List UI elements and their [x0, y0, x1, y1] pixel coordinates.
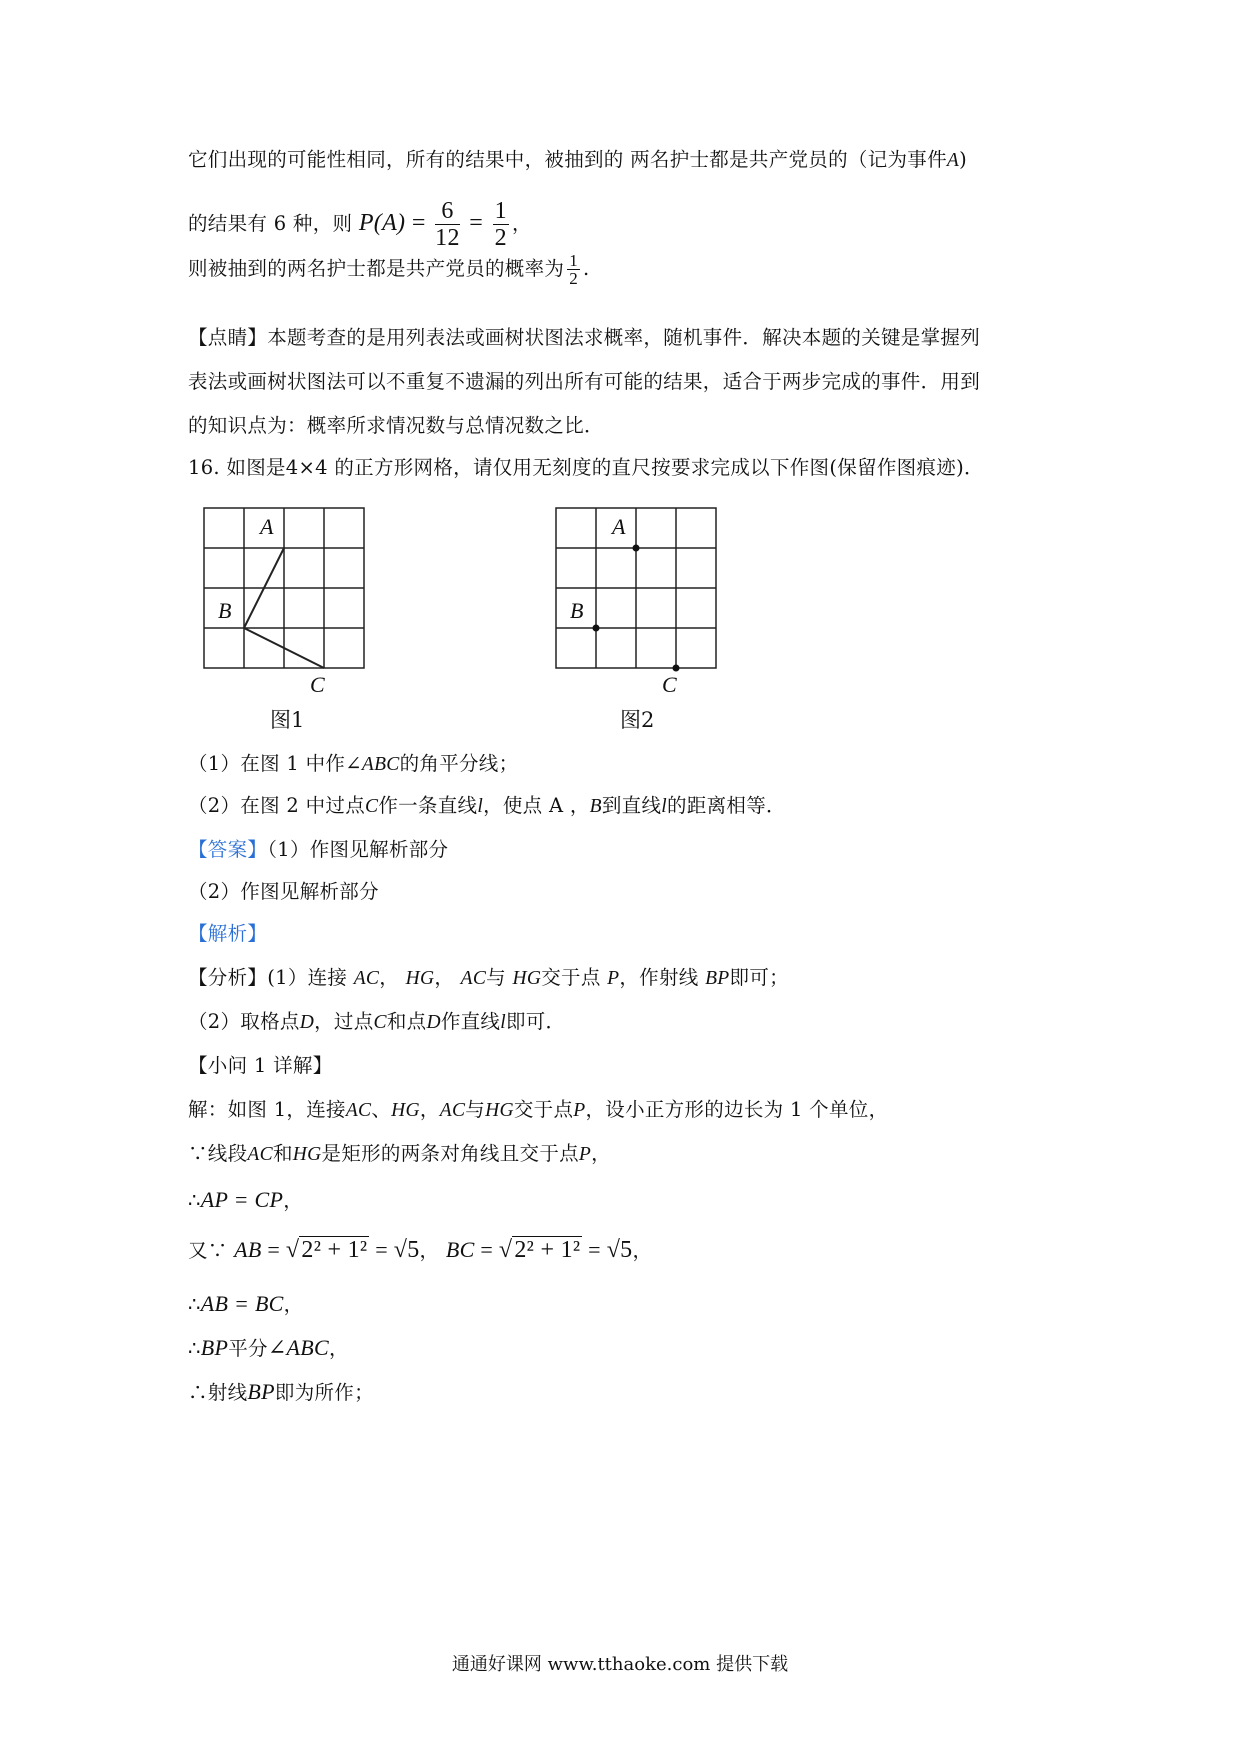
figure-1-grid — [196, 496, 376, 696]
answer-tag: 【答案】 — [188, 838, 268, 861]
page-footer: 通通好课网 www.tthaoke.com 提供下载 — [451, 1654, 789, 1675]
label-a: A — [612, 514, 626, 539]
solution-line-7: ∴射线BP即为所作； — [188, 1379, 374, 1404]
fraction-1-2: $\frac{1}{2}$ — [494, 198, 507, 251]
solution-line-4: 又∵ AB = √2² + 1² = √5， BC = √2² + 1² = √5， — [188, 1237, 653, 1263]
figure-2-caption: 图2 — [620, 708, 655, 732]
solution-line-1: 解：如图 1，连接AC、HG，AC与HG交于点P，设小正方形的边长为 1 个单位， — [188, 1098, 889, 1121]
label-c: C — [310, 672, 325, 696]
point-c — [673, 665, 680, 672]
text-line-dianjing-1: 【点睛】本题考查的是用列表法或画树状图法求概率，随机事件．解决本题的关键是掌握列 — [188, 326, 981, 349]
answer-line-2: （2）作图见解析部分 — [188, 880, 379, 903]
text-line-dianjing-3: 的知识点为：概率所求情况数与总情况数之比． — [188, 414, 604, 437]
analysis-line-1: 【分析】(1）连接 AC， HG， AC与 HG交于点 P，作射线 BP即可； — [188, 966, 789, 989]
fraction-half: $\frac{1}{2}$ — [569, 251, 579, 288]
label-a: A — [260, 514, 274, 539]
question-16-title: 16. 如图是4×4 的正方形网格，请仅用无刻度的直尺按要求完成以下作图(保留作图痕迹)． — [188, 456, 984, 479]
text-line-3: 则被抽到的两名护士都是共产党员的概率为 $\frac{1}{2}$ . — [188, 251, 590, 288]
point-b — [593, 625, 600, 632]
solution-line-6: ∴BP平分∠ABC， — [188, 1335, 349, 1360]
answer-line-1: 【答案】（1）作图见解析部分 — [188, 838, 449, 861]
subquestion-1-heading: 【小问 1 详解】 — [188, 1054, 333, 1077]
sqrt-expression-1: √2² + 1² — [285, 1237, 368, 1263]
analysis-line-2: （2）取格点D，过点C和点D作直线l即可． — [188, 1010, 566, 1033]
solution-line-5: ∴AB = BC， — [188, 1291, 304, 1316]
question-part-2: （2）在图 2 中过点C作一条直线l，使点 A ，B到直线l的距离相等． — [188, 794, 786, 817]
text-line-dianjing-2: 表法或画树状图法可以不重复不遗漏的列出所有可能的结果，适合于两步完成的事件．用到 — [188, 370, 981, 393]
fraction-6-12: $\frac{6}{12}$ — [435, 198, 460, 251]
label-b: B — [218, 598, 232, 623]
solution-line-3: ∴AP = CP， — [188, 1187, 304, 1212]
sqrt-expression-2: √2² + 1² — [498, 1237, 581, 1263]
question-part-1: （1）在图 1 中作∠ABC的角平分线； — [188, 752, 519, 775]
solution-line-2: ∵线段AC和HG是矩形的两条对角线且交于点P， — [188, 1142, 611, 1165]
text-line-1: 它们出现的可能性相同，所有的结果中，被抽到的 两名护士都是共产党员的（记为事件A) — [188, 148, 968, 171]
text-line-2: 的结果有 6 种，则 P(A) = $\frac{6}{12}$ = $\frac{1}{2}$ ， — [188, 198, 532, 251]
figure-1-caption: 图1 — [270, 708, 305, 732]
point-a — [633, 545, 640, 552]
analysis-tag: 【解析】 — [188, 922, 268, 945]
figure-2-grid — [548, 496, 728, 696]
label-c: C — [662, 672, 677, 696]
label-b: B — [570, 598, 584, 623]
